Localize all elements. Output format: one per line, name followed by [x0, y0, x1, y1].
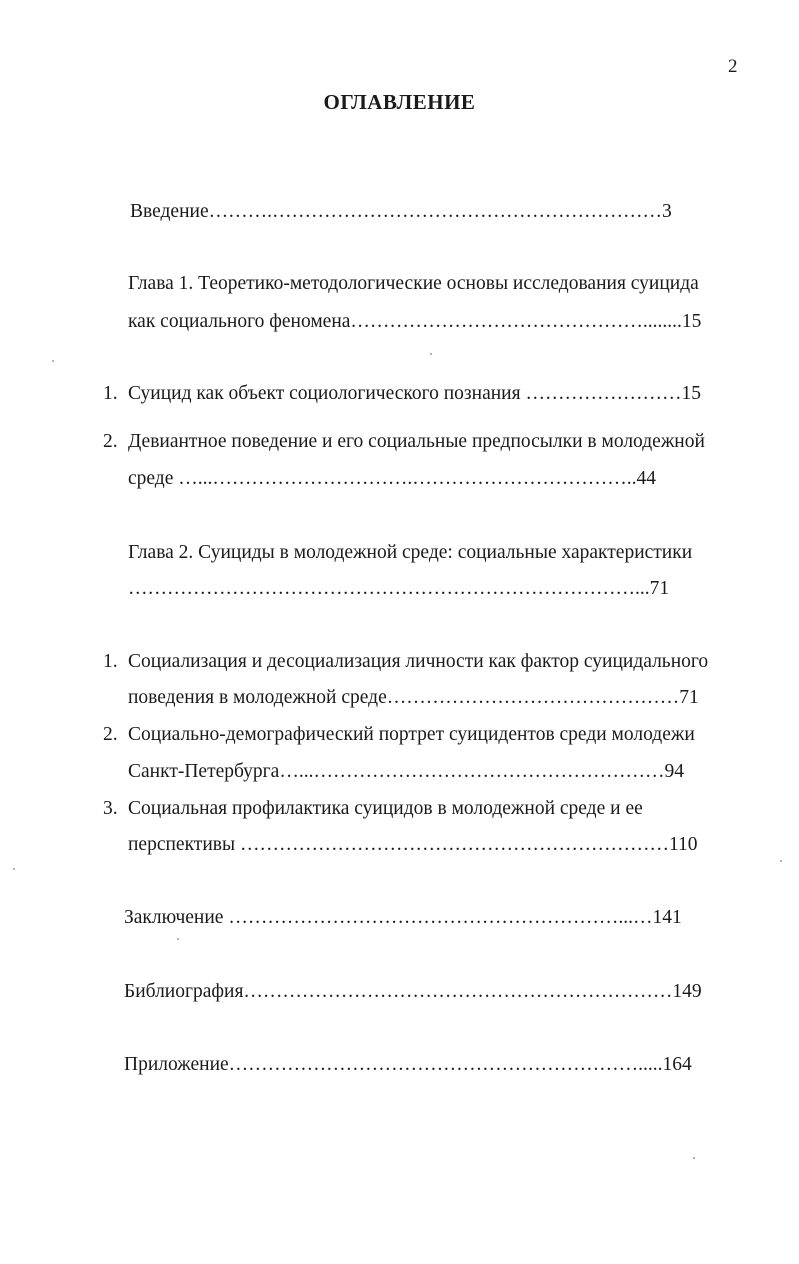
toc-entry-chapter-2-title: Глава 2. Суициды в молодежной среде: социальные характеристики — [128, 542, 693, 563]
toc-entry-section-1-2-cont: среде …...………………………….……………………………..44 — [128, 468, 657, 489]
toc-entry-bibliography: Библиография…………………………………………………………149 — [124, 981, 702, 1002]
toc-entry-section-2-1-cont: поведения в молодежной среде………………………………………71 — [128, 687, 699, 708]
toc-entry-section-2-2-cont: Санкт-Петербурга…...………………………………………………94 — [128, 761, 684, 782]
toc-section-number: 2. — [103, 724, 118, 745]
toc-section-number: 2. — [103, 431, 118, 452]
toc-entry-section-2-2: Социально-демографический портрет суицидентов среди молодежи — [128, 724, 695, 745]
scan-speck — [430, 353, 432, 355]
scan-speck — [780, 860, 782, 862]
page-number: 2 — [728, 56, 738, 77]
toc-entry-appendix: Приложение……………………………………………………….....164 — [124, 1054, 692, 1075]
toc-entry-section-1-1: Суицид как объект социологического познания ……………………15 — [128, 383, 701, 404]
toc-entry-intro: Введение……….……………………………………………………3 — [130, 201, 672, 222]
toc-section-number: 3. — [103, 798, 118, 819]
toc-entry-section-2-3: Социальная профилактика суицидов в молодежной среде и ее — [128, 798, 643, 819]
toc-entry-chapter-2-title-cont: ……………………………………………………………………...71 — [128, 578, 670, 599]
toc-entry-chapter-1-title: Глава 1. Теоретико-методологические основы исследования суицида — [128, 273, 699, 294]
scan-speck — [177, 938, 179, 940]
page-title: ОГЛАВЛЕНИЕ — [323, 90, 476, 114]
toc-section-number: 1. — [103, 383, 118, 404]
toc-entry-section-2-1: Социализация и десоциализация личности как фактор суицидального — [128, 651, 709, 672]
toc-section-number: 1. — [103, 651, 118, 672]
toc-entry-conclusion: Заключение ……………………………………………………...…141 — [124, 907, 682, 928]
scan-speck — [52, 360, 54, 362]
toc-entry-section-1-2: Девиантное поведение и его социальные предпосылки в молодежной — [128, 431, 705, 452]
scan-speck — [693, 1157, 695, 1159]
scan-speck — [13, 868, 15, 870]
toc-entry-chapter-1-title-cont: как социального феномена………………………………………........15 — [128, 311, 702, 332]
toc-entry-section-2-3-cont: перспективы …………………………………………………………110 — [128, 834, 698, 855]
